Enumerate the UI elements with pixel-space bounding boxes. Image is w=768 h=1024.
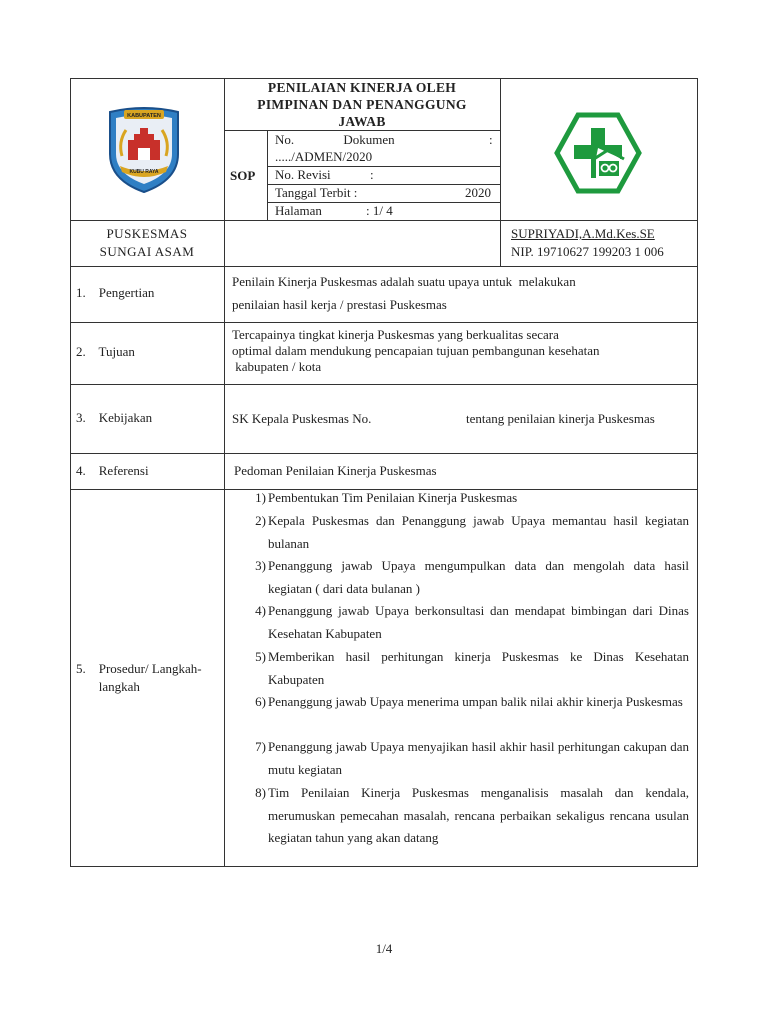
step-text: Kepala Puskesmas dan Penanggung jawab Upaya memantau hasil kegiatan bulanan (268, 513, 689, 551)
section-3-label: 3. Kebijakan (76, 410, 153, 425)
procedure-step (246, 555, 689, 600)
step-number: 3) (255, 558, 266, 573)
pengertian-line-2: penilaian hasil kerja / prestasi Puskesmas (232, 297, 447, 312)
kabupaten-crest-logo (104, 104, 184, 194)
tujuan-line-3: kabupaten / kota (232, 359, 322, 374)
step-number: 8) (255, 785, 266, 800)
sop-label: SOP (230, 168, 256, 183)
procedure-step (246, 782, 689, 850)
title-line-2: PIMPINAN DAN PENANGGUNG (257, 97, 467, 112)
section-2-label: 2. Tujuan (76, 344, 135, 359)
puskesmas-logo (554, 112, 642, 194)
title-line-1: PENILAIAN KINERJA OLEH (267, 80, 457, 95)
doc-number-label: No. Dokumen (275, 132, 395, 147)
section-5-label-line-1: 5. Prosedur/ Langkah- (76, 661, 202, 676)
step-number: 4) (255, 603, 266, 618)
title-line-3: JAWAB (338, 114, 386, 129)
section-5-label-line-2: langkah (76, 679, 140, 694)
step-text: Penanggung jawab Upaya berkonsultasi dan mendapat bimbingan dari Dinas Kesehatan Kabupaten (268, 603, 689, 641)
page-label: Halaman (275, 203, 322, 218)
kebijakan-text-left: SK Kepala Puskesmas No. (232, 411, 372, 426)
revision-label: No. Revisi (275, 167, 331, 182)
procedure-step (246, 736, 689, 781)
step-number: 5) (255, 649, 266, 664)
crest-text-bottom: KUBU RAYA (129, 169, 159, 175)
crest-text-top: KABUPATEN (127, 113, 161, 119)
issue-date-value: 2020 (465, 185, 491, 200)
document-title (224, 79, 500, 130)
tujuan-line-2: optimal dalam mendukung pencapaian tujuan pembangunan kesehatan (232, 343, 600, 358)
issue-date-label: Tanggal Terbit : (275, 185, 358, 200)
step-text: Penanggung jawab Upaya menerima umpan balik nilai akhir kinerja Puskesmas (268, 694, 683, 709)
step-text: Penanggung jawab Upaya mengumpulkan data dan mengolah data hasil kegiatan ( dari data bulanan ) (268, 558, 689, 596)
tujuan-line-1: Tercapainya tingkat kinerja Puskesmas yang berkualitas secara (232, 327, 559, 342)
org-name-line-2: SUNGAI ASAM (99, 244, 195, 259)
step-number: 7) (255, 739, 266, 754)
step-text: Pembentukan Tim Penilaian Kinerja Puskesmas (268, 490, 518, 505)
page-number-footer: 1/4 (375, 941, 393, 956)
referensi-text: Pedoman Penilaian Kinerja Puskesmas (234, 463, 437, 478)
signer-nip: NIP. 19710627 199203 1 006 (511, 244, 664, 259)
step-number: 6) (255, 694, 266, 709)
step-text: Penanggung jawab Upaya menyajikan hasil akhir hasil perhitungan cakupan dan mutu kegiatan (268, 739, 689, 777)
procedure-step (246, 600, 689, 645)
step-number: 1) (255, 490, 266, 505)
section-1-label: 1. Pengertian (76, 285, 155, 300)
step-text: Tim Penilaian Kinerja Puskesmas menganalisis masalah dan kendala, merumuskan pemecahan masalah, rencana perbaikan sekaligus rencana usulan kegiatan tahun yang akan datang (268, 785, 689, 846)
pengertian-line-1: Penilain Kinerja Puskesmas adalah suatu upaya untuk melakukan (232, 274, 576, 289)
org-name-line-1: PUSKESMAS (106, 226, 188, 241)
doc-number-colon: : (489, 132, 493, 147)
procedure-step (246, 646, 689, 691)
procedure-step (246, 510, 689, 555)
step-text: Memberikan hasil perhitungan kinerja Puskesmas ke Dinas Kesehatan Kabupaten (268, 649, 689, 687)
page-value: : 1/ 4 (366, 203, 393, 218)
signer-name: SUPRIYADI,A.Md.Kes.SE (511, 226, 655, 241)
section-4-label: 4. Referensi (76, 463, 149, 478)
doc-number-value: ...../ADMEN/2020 (275, 149, 373, 164)
step-number: 2) (255, 513, 266, 528)
procedure-step (246, 487, 689, 510)
revision-colon: : (370, 167, 374, 182)
kebijakan-text-right: tentang penilaian kinerja Puskesmas (466, 411, 655, 426)
procedure-step (246, 691, 689, 714)
